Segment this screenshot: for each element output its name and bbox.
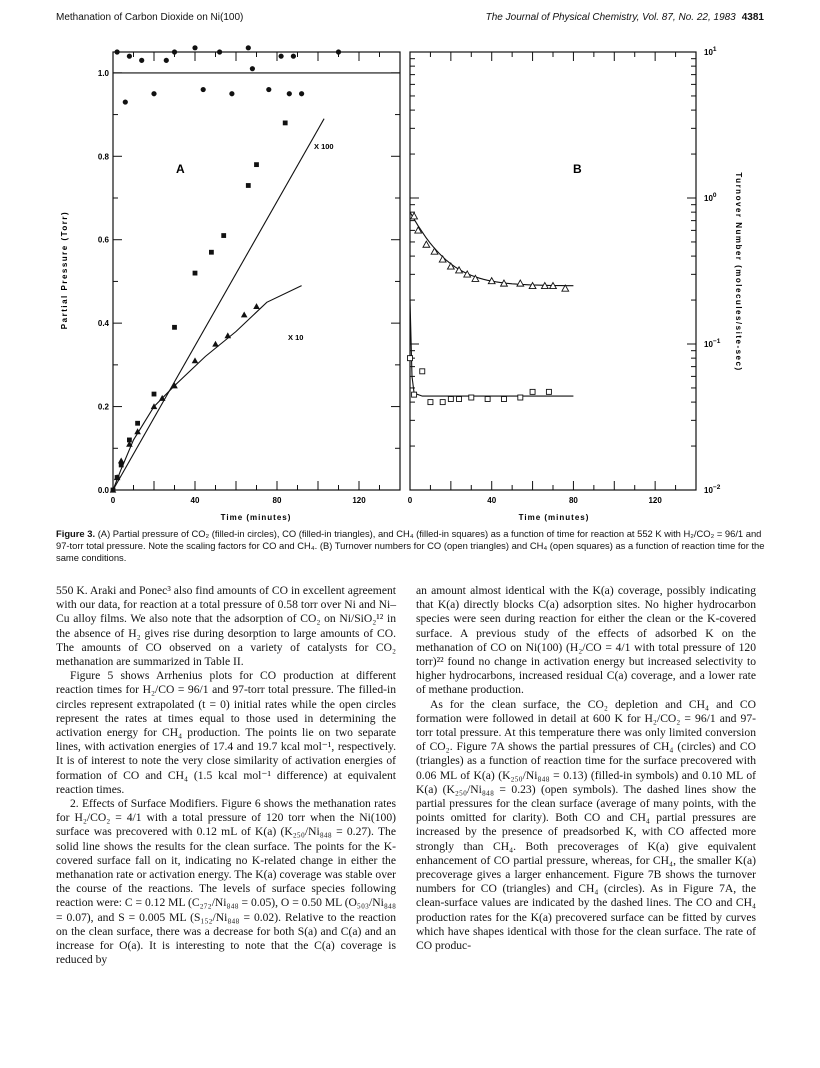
co2-point	[266, 87, 271, 92]
ch4-turnover-point	[428, 400, 433, 405]
co-point	[118, 458, 125, 464]
co2-point	[192, 45, 197, 50]
y-tick-label: 0.2	[97, 402, 109, 412]
co2-point	[279, 54, 284, 59]
ch4-point	[135, 421, 140, 426]
x-axis-label: Time (minutes)	[518, 513, 590, 522]
y-tick-label: $10^1$	[704, 46, 717, 57]
y-tick-label: 0.4	[97, 319, 109, 329]
paragraph: an amount almost identical with the K(a) coverage, possibly indicating that K(a) directly blocks C(a) adsorption sites. No higher hydrocarbon species were seen during reaction for either the clean or the K-covered surface. A previous study of the effects of adsorbed K on the methanation of CO on Ni(100) (H₂/CO = 4/1 with total pressure of 120 torr)²² found no change in activation energy but increased selectivity to higher hydrocarbons, increased residual C(a) coverage, and a lower rate of methane production.	[416, 584, 756, 697]
ch4-turnover-point	[420, 369, 425, 374]
co2-point	[172, 49, 177, 54]
co2-point	[123, 99, 128, 104]
ch4-point	[127, 438, 132, 443]
co2-point	[287, 91, 292, 96]
ch4-point	[172, 325, 177, 330]
ch4-turnover-curve	[410, 300, 573, 396]
paragraph: As for the clean surface, the CO₂ depletion and CH₄ and CO formation were followed in detail at 600 K for H₂/CO₂ = 96/1 and 97-torr total pressure. At this temperature there was only limited conversion of CO₂. Figure 7A shows the partial pressures of CH₄ (circles) and CO (triangles) as a function of reaction time for the surface precovered with 0.06 ML of K(a) (K₂₅₀/Ni₈₄₈ = 0.13) (filled-in symbols) and 0.10 ML of K(a) (K₂₅₀/Ni₈₄₈ = 0.23) (open symbols). The dashed lines show the partial pressures for the clean surface (average of many points, with the points omitted for clarity). Both CO and CH₄ partial pressures are increased by the presence of preadsorbed K, with CO affected more strongly than CH₄. Both precoverages of K(a) give equivalent enhancement of CO partial pressure, whereas, for CH₄, the smaller K(a) precoverage gives a larger enhancement. Figure 7B shows the turnover numbers for CO (triangles) and CH₄ (circles). As in Figure 7A, the clean-surface values are indicated by the dashed lines. The CO and CH₄ production rates for the K(a) precovered surface can be fitted by curves which have shapes identical with those for the clean surface. The rate of CO produc-	[416, 697, 756, 953]
co2-point	[201, 87, 206, 92]
ch4-turnover-point	[440, 400, 445, 405]
ch4-point	[254, 162, 259, 167]
y-tick-label: 1.0	[97, 68, 109, 78]
y-tick-label: $10^{-2}$	[704, 484, 721, 495]
y-tick-label: $10^{-1}$	[704, 338, 721, 349]
x-tick-label: 40	[190, 496, 200, 505]
panel-label: B	[573, 162, 582, 176]
co2-point	[115, 49, 120, 54]
x-tick-label: 80	[272, 496, 282, 505]
co2-point	[299, 91, 304, 96]
ch4-point	[193, 271, 198, 276]
ch4-point	[119, 463, 124, 468]
scale-label-x10: X 10	[288, 333, 304, 342]
ch4-turnover-point	[530, 389, 535, 394]
plot-frame	[410, 52, 696, 490]
y-tick-label: 0.6	[97, 235, 109, 245]
ch4-point	[152, 392, 157, 397]
paragraph: 550 K. Araki and Ponec³ also find amounts of CO in excellent agreement with our data, for reaction at a total pressure of 0.58 torr over Ni and Ni–Cu alloy films. We also note that the adsorption of CO₂ on Ni/SiO₂¹² in the absence of H₂ gives rise during desorption to large amounts of CO. The amounts of CO observed on a variety of catalysts for CO₂ methanation are summarized in Table II.	[56, 584, 396, 669]
ch4-turnover-point	[408, 356, 413, 361]
figure-3	[0, 0, 820, 528]
ch4-turnover-point	[501, 397, 506, 402]
panel-a	[60, 45, 400, 522]
left-column	[56, 584, 396, 967]
ch4-turnover-point	[518, 395, 523, 400]
co2-point	[164, 58, 169, 63]
figure-caption	[56, 528, 766, 564]
paragraph: Figure 5 shows Arrhenius plots for CO production at different reaction times for H₂/CO = 96/1 and 97-torr total pressure. The filled-in circles represent extrapolated (t = 0) initial rates while the open circles represent the rates at times equal to those used in determining the activation energy for CH₄ production. The points lie on two separate lines, with activation energies of 17.4 and 19.7 kcal mol⁻¹, respectively. It is of interest to note the very close similarity of activation energies of formation of CO and CH₄ (1.5 kcal mol⁻¹ difference) at equivalent reaction times.	[56, 669, 396, 796]
caption-label: Figure 3.	[56, 528, 96, 539]
ch4-turnover-point	[457, 397, 462, 402]
ch4-turnover-point	[412, 392, 417, 397]
ch4-turnover-point	[448, 397, 453, 402]
page-number: 4381	[741, 12, 764, 23]
x-tick-label: 120	[352, 496, 366, 505]
y-tick-label: 0.8	[97, 152, 109, 162]
co2-point	[246, 45, 251, 50]
journal-name: The Journal of Physical Chemistry, Vol. 87, No. 22, 1983	[485, 12, 736, 23]
co-fit-curve	[113, 286, 302, 490]
co-point	[241, 312, 248, 318]
co2-point	[250, 66, 255, 71]
ch4-point	[111, 488, 116, 493]
ch4-point	[221, 233, 226, 238]
co-point	[212, 341, 219, 347]
ch4-point	[246, 183, 251, 188]
y-tick-label: 0.0	[97, 486, 109, 495]
x-tick-label: 80	[568, 496, 578, 505]
x-tick-label: 0	[407, 496, 413, 505]
co2-point	[229, 91, 234, 96]
co2-point	[127, 54, 132, 59]
co2-point	[139, 58, 144, 63]
caption-text: (A) Partial pressure of CO₂ (filled-in circles), CO (filled-in triangles), and CH₄ (filled-in squares) as a function of time for reaction at 552 K with H₂/CO₂ = 96/1 and 97-torr total pressure. Note the scaling factors for CO and CH₄. (B) Turnover numbers for CO (open triangles) and CH₄ (open squares) as a function of reaction time for the same conditions.	[56, 528, 765, 563]
ch4-turnover-point	[485, 397, 490, 402]
x-axis-label: Time (minutes)	[220, 513, 292, 522]
co2-point	[291, 54, 296, 59]
co2-point	[336, 49, 341, 54]
ch4-turnover-point	[546, 389, 551, 394]
y-tick-label: $10^0$	[704, 192, 717, 203]
co-point	[192, 357, 199, 363]
running-header: Methanation of Carbon Dioxide on Ni(100)	[56, 12, 244, 23]
x-tick-label: 0	[110, 496, 116, 505]
co2-point	[151, 91, 156, 96]
co2-point	[217, 49, 222, 54]
co-turnover-point	[517, 280, 524, 286]
co-point	[225, 332, 232, 338]
scale-label-x100: X 100	[314, 142, 334, 151]
ch4-point	[209, 250, 214, 255]
x-tick-label: 120	[648, 496, 662, 505]
ch4-point	[115, 475, 120, 480]
right-column	[416, 584, 756, 953]
panel-label: A	[176, 162, 185, 176]
y-axis-label: Partial Pressure (Torr)	[60, 210, 69, 330]
ch4-point	[283, 121, 288, 126]
ch4-fit-line	[113, 119, 324, 490]
co-point	[253, 303, 260, 309]
y-axis-label: Turnover Number (molecules/site-sec)	[734, 172, 743, 372]
panel-b	[408, 46, 744, 522]
plot-frame	[113, 52, 400, 490]
ch4-turnover-point	[469, 395, 474, 400]
paragraph: 2. Effects of Surface Modifiers. Figure 6 shows the methanation rates for H₂/CO₂ = 4/1 with a total pressure of 120 torr when the Ni(100) surface was precovered with 0.12 mL of K(a) (K₂₅₀/Ni₈₄₈ = 0.27). The solid line shows the results for the clean surface. The points for the K-covered surface fall on it, indicating no K-related change in either the methanation rate or activation energy. The K(a) coverage was stable over the course of the reactions. The levels of surface species following reaction were: C = 0.12 ML (C₂₇₂/Ni₈₄₈ = 0.05), O = 0.50 ML (O₅₀₃/Ni₈₄₈ = 0.07), and S = 0.005 ML (S₁₅₂/Ni₈₄₈ = 0.02). Relative to the reaction on the clean surface, there was a decrease for both S(a) and C(a) and an increase for O(a). It is interesting to note that the C(a) coverage is reduced by	[56, 797, 396, 967]
x-tick-label: 40	[487, 496, 497, 505]
